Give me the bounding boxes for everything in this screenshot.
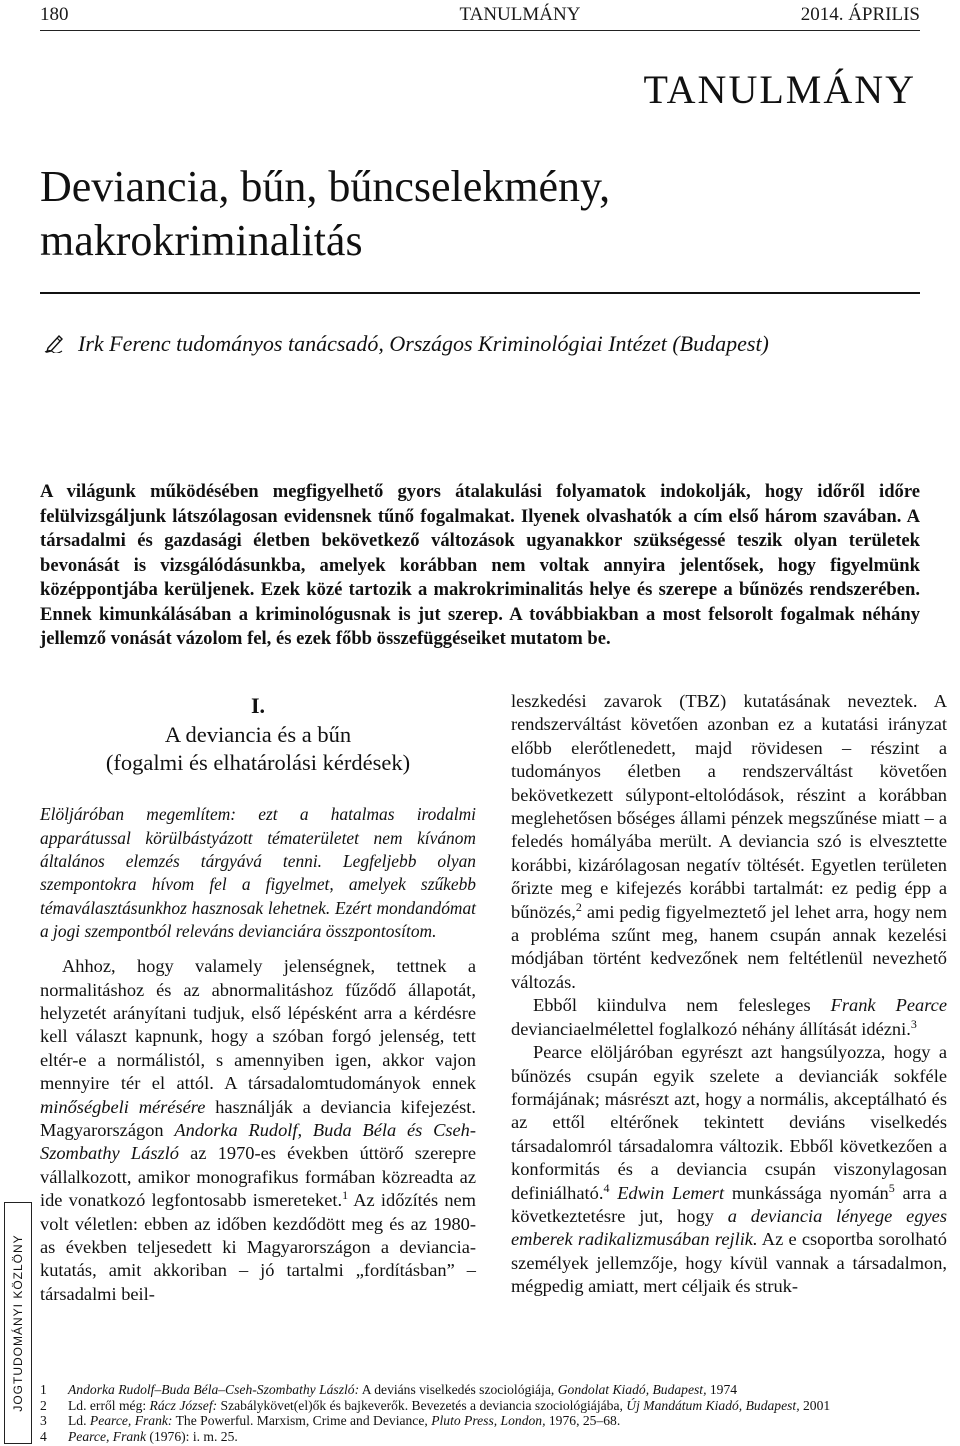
intro-paragraph: Elöljáróban megemlítem: ezt a hatalmas irodalmi apparátussal körülbástyázott tématerületet nem kívánom általános elemzés tárgyává tenni. Legfeljebb olyan szempontokra hívom fel a figyelmet, amelyek szűkebb témaválasztásunkhoz hasznosak lehetnek. Ezért mondandómat a jogi szempontból releváns devianciára összpontosítom. bbox=[40, 804, 476, 941]
header-divider bbox=[40, 30, 920, 31]
author-text: Irk Ferenc tudományos tanácsadó, Országos Kriminológiai Intézet (Budapest) bbox=[78, 331, 769, 356]
right-column bbox=[511, 690, 947, 1299]
article-title: Deviancia, bűn, bűncselekmény, makrokriminalitás bbox=[40, 162, 611, 265]
footnote-item: 4 Pearce, Frank (1976): i. m. 25. bbox=[40, 1428, 238, 1444]
footnote-item: 3 Ld. Pearce, Frank: The Powerful. Marxism, Crime and Deviance, Pluto Press, London, 1976, 25–68. bbox=[40, 1413, 621, 1429]
title-divider bbox=[40, 292, 920, 294]
footnote-item: 1 Andorka Rudolf–Buda Béla–Cseh-Szombathy László: A deviáns viselkedés szociológiája, Gondolat Kiadó, Budapest, 1974 bbox=[40, 1382, 738, 1397]
footnote-ref[interactable]: 3 bbox=[910, 1016, 917, 1031]
footnote-ref[interactable]: 1 bbox=[342, 1188, 349, 1203]
issue-date: 2014. ÁPRILIS bbox=[800, 4, 920, 25]
footnote-item: 2 Ld. erről még: Rácz József: Szabálykövet(el)ők és bajkeverők. Bevezetés a deviancia szociológiájába, Új Mandátum Kiadó, Budapest, 2001 bbox=[40, 1397, 831, 1413]
section-number: I. bbox=[250, 693, 266, 718]
running-header bbox=[40, 4, 920, 30]
author-line bbox=[44, 331, 769, 359]
page-number: 180 bbox=[40, 4, 69, 25]
journal-side-label bbox=[4, 1202, 32, 1444]
section-title bbox=[40, 721, 476, 777]
footnotes bbox=[40, 1382, 930, 1444]
left-column bbox=[40, 690, 476, 1306]
body-paragraph: Ahhoz, hogy valamely jelenségnek, tettnek a normalitáshoz és az abnormalitáshoz fűződő állapotát, helyzetét arányítani tudjuk, első lépésként arra a kérdésre kell választ kapnunk, hogy a szóban forgó jelenség, tett eltér-e a normálistól, s amennyiben igen, akkor vajon mennyire tér el attól. A társadalomtudományok ennek minőségbeli mérésére használják a deviancia kifejezést. Magyarországon Andorka Rudolf, Buda Béla és Cseh-Szombathy László az 1970-es években úttörő szerepre vállalkozott, amikor monografikus formában közreadta az ide vonatkozó legfontosabb ismereteket.$^1$ Az időzítés nem volt véletlen: ebben az időben kezdődött meg és az 1980-as években teljesedett ki Magyarországon a deviancia-kutatás, amit akkoriban – jó tartalmi „fordításban” – társadalmi beil- bbox=[40, 956, 477, 1304]
body-paragraph: Ebből kiindulva nem felesleges Frank Pearce devianciaelmélettel foglalkozó néhány állítását idézni.$^3$ bbox=[511, 995, 947, 1039]
pen-writing-icon bbox=[44, 333, 66, 359]
body-paragraph: leszkedési zavarok (TBZ) kutatásának neveztek. A rendszerváltást követően azonban ez a kutatási irányzat előbb elerőtlenedett, majd rövidesen – részint a tudományos életben a rendszerváltást követően bekövetkezett súlypont-eltolódások, részint a korábban meglehetősen bőséges állami pénzek megszűnése miatt – a feledés homályába merült. A deviancia szó is elvesztette korábbi, kizárólagosan negatív töltését. Egyetlen területen őrizte meg e kifejezés korábbi tartalmát: ez pedig épp a bűnözés,$^2$ ami pedig figyelmeztető jel lehet arra, hogy nem a probléma szűnt meg, hanem csupán annak kezelési módjában történt kedvezőnek nem feltétlenül nevezhető változás. bbox=[511, 691, 947, 992]
section-title-line1: A deviancia és a bűn bbox=[164, 722, 352, 748]
footnote-ref[interactable]: 4 bbox=[603, 1180, 610, 1195]
journal-name: JOGTUDOMÁNYI KÖZLÖNY bbox=[11, 1234, 25, 1412]
section-title-line2: (fogalmi és elhatárolási kérdések) bbox=[105, 750, 411, 776]
running-section: TANULMÁNY bbox=[459, 4, 581, 25]
footnote-ref[interactable]: 5 bbox=[888, 1180, 895, 1195]
abstract: A világunk működésében megfigyelhető gyors átalakulási folyamatok indokolják, hogy időről időre felülvizsgáljunk látszólagosan evidensnek tűnő fogalmakat. Ilyenek olvashatók a cím első három szavában. A társadalmi és gazdasági életben bekövetkező változások ugyanakkor szükségessé teszik olyan területek bevonását is vizsgálódásunkba, amelyek korábban nem voltak annyira jelentősek, hogy figyelmünk középpontjába kerüljenek. Ezek közé tartozik a makrokriminalitás helye és szerepe a bűnözés rendszerében. Ennek kimunkálásában a kriminológusnak is jut szerep. A továbbiakban a most felsorolt fogalmak néhány jellemző vonását vázolom fel, és ezek főbb összefüggéseiket mutatom be. bbox=[40, 481, 920, 649]
section-banner: TANULMÁNY bbox=[643, 67, 916, 112]
footnote-ref[interactable]: 2 bbox=[575, 899, 582, 914]
body-paragraph: Pearce elöljáróban egyrészt azt hangsúlyozza, hogy a bűnözés csupán egyik szelete a devianciák sokféle formájának; másrészt azt, hogy a normális, akceptálható és az ettől eltérőnek tekintett deviáns viselkedés társadalomról társadalomra változik. Ebből következően a konformitás és a deviancia csupán viszonylagosan definiálható.$^4$ Edwin Lemert munkássága nyomán$^5$ arra a következtetésre jut, hogy a deviancia lényege egyes emberek radikalizmusában rejlik. Az e csoportba sorolható személyek jellemzője, hogy kívül vannak a társadalmon, mégpedig amiatt, mert céljaik és struk- bbox=[511, 1042, 948, 1297]
